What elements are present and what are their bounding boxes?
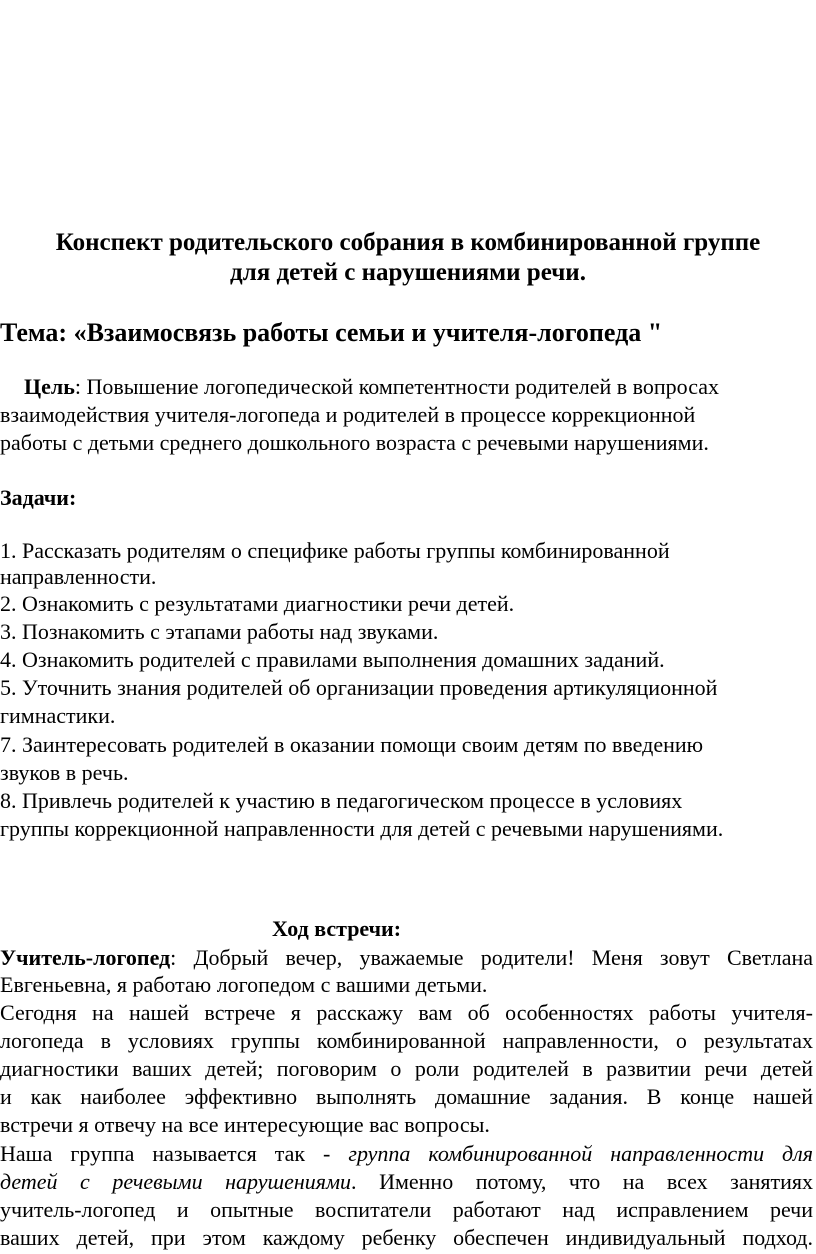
tasks-heading: Задачи: [0,485,77,510]
group-name-part-1: группа комбинированной направленности для [348,1141,814,1166]
task-line: 7. Заинтересовать родителей в оказании помощи своим детям по введению [0,732,704,757]
meeting-line: Евгеньевна, я работаю логопедом с вашими детьми. [0,972,488,997]
task-line: 1. Рассказать родителям о специфике работы группы комбинированной [0,538,670,563]
meeting-line: учитель-логопед и опытные воспитатели работают над исправлением речи [0,1197,813,1222]
goal-line-3: работы с детьми среднего дошкольного возраста с речевыми нарушениями. [0,430,709,455]
goal-line-2: взаимодействия учителя-логопеда и родителей в процессе коррекционной [0,402,696,427]
document-title-line-1: Конспект родительского собрания в комбинированной группе [55,229,761,256]
task-line: 2. Ознакомить с результатами диагностики речи детей. [0,591,515,616]
meeting-line: логопеда в условиях группы комбинированной направленности, о результатах [0,1028,813,1053]
meeting-line [0,944,813,972]
task-line: гимнастики. [0,703,116,728]
greeting-text: : Добрый вечер, уважаемые родители! Меня зовут Светлана [170,945,813,970]
task-line: 4. Ознакомить родителей с правилами выполнения домашних заданий. [0,647,665,672]
task-line: 8. Привлечь родителей к участию в педагогическом процессе в условиях [0,788,683,813]
speaker-label: Учитель-логопед [0,945,171,970]
group-explanation: . Именно потому, что на всех занятиях [351,1169,813,1194]
task-line: звуков в речь. [0,760,129,785]
meeting-heading: Ход встречи: [272,916,402,941]
document-title-line-2: для детей с нарушениями речи. [230,259,586,286]
goal-line-1 [24,373,719,401]
task-line: группы коррекционной направленности для детей с речевыми нарушениями. [0,816,724,841]
meeting-line: Сегодня на нашей встрече я расскажу вам об особенностях работы учителя- [0,1000,813,1025]
meeting-line [0,1168,813,1196]
meeting-line: и как наиболее эффективно выполнять домашние задания. В конце нашей [0,1084,813,1109]
task-line: 5. Уточнить знания родителей об организации проведения артикуляционной [0,675,718,700]
meeting-line: диагностики ваших детей; поговорим о роли родителей в развитии речи детей [0,1056,813,1081]
goal-label: Цель [24,374,75,399]
group-intro: Наша группа называется так - [0,1141,349,1166]
goal-text-1: : Повышение логопедической компетентности родителей в вопросах [74,374,720,399]
task-line: направленности. [0,564,157,589]
meeting-line: ваших детей, при этом каждому ребенку обеспечен индивидуальный подход. [0,1225,813,1250]
topic-heading: Тема: «Взаимосвязь работы семьи и учителя-логопеда " [0,318,663,347]
meeting-line [0,1140,813,1168]
group-name-part-2: детей с речевыми нарушениями [0,1169,352,1194]
meeting-line: встречи я отвечу на все интересующие вас вопросы. [0,1112,490,1137]
task-line: 3. Познакомить с этапами работы над звуками. [0,619,439,644]
